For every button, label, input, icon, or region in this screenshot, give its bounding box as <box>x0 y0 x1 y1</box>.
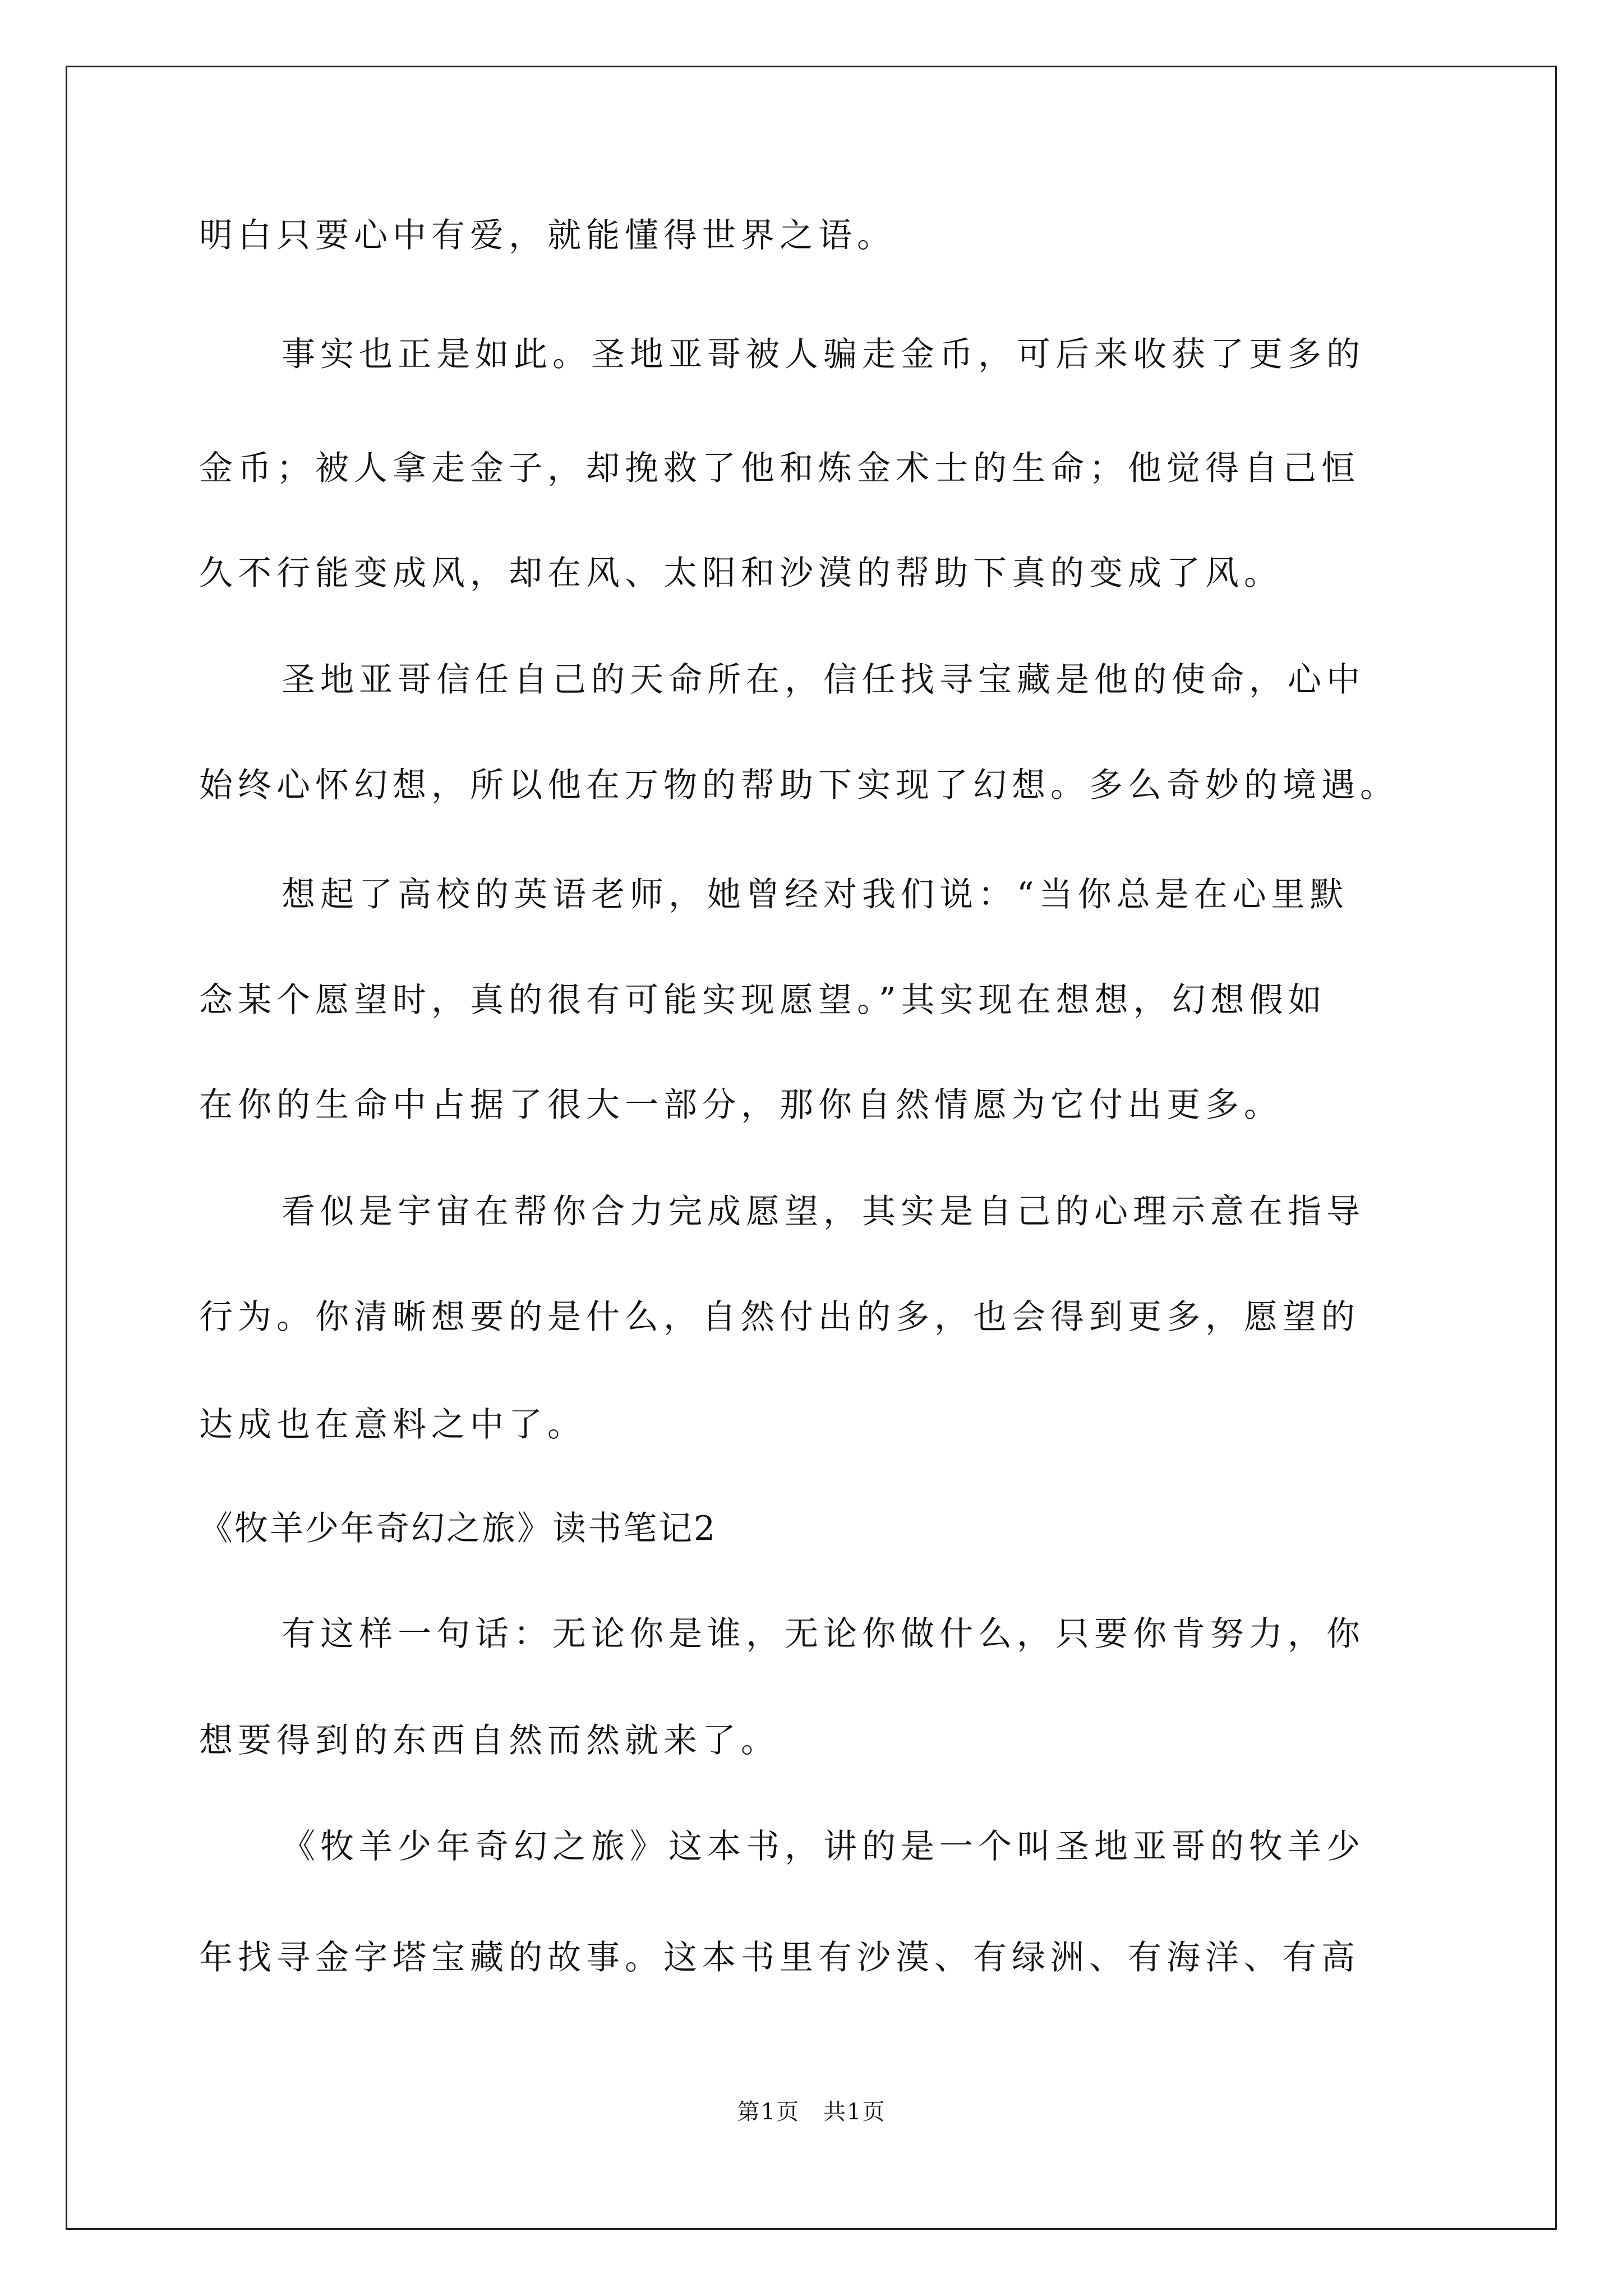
page-number-footer: 第1页 共1页 <box>737 2099 886 2125</box>
paragraph-2-line-1: 事实也正是如此。圣地亚哥被人骗走金币，可后来收获了更多的 <box>282 335 1365 374</box>
paragraph-3-line-1: 圣地亚哥信任自己的天命所在，信任找寻宝藏是他的使命，心中 <box>282 660 1365 700</box>
paragraph-5-line-1: 看似是宇宙在帮你合力完成愿望，其实是自己的心理示意在指导 <box>282 1192 1365 1231</box>
paragraph-4-line-1: 想起了高校的英语老师，她曾经对我们说：“当你总是在心里默 <box>282 875 1349 914</box>
paragraph-3-line-2: 始终心怀幻想，所以他在万物的帮助下实现了幻想。多么奇妙的境遇。 <box>199 766 1399 805</box>
paragraph-5-line-2: 行为。你清晰想要的是什么，自然付出的多，也会得到更多，愿望的 <box>199 1297 1360 1337</box>
paragraph-1-line-1: 明白只要心中有爱，就能懂得世界之语。 <box>199 216 896 255</box>
paragraph-7-line-1: 《牧羊少年奇幻之旅》这本书，讲的是一个叫圣地亚哥的牧羊少 <box>282 1827 1365 1866</box>
paragraph-6-line-1: 有这样一句话：无论你是谁，无论你做什么，只要你肯努力，你 <box>282 1614 1365 1654</box>
section-heading: 《牧羊少年奇幻之旅》读书笔记2 <box>199 1509 717 1548</box>
paragraph-2-line-2: 金币；被人拿走金子，却挽救了他和炼金术士的生命；他觉得自己恒 <box>199 449 1360 488</box>
paragraph-4-line-3: 在你的生命中占据了很大一部分，那你自然情愿为它付出更多。 <box>199 1085 1283 1125</box>
paragraph-6-line-2: 想要得到的东西自然而然就来了。 <box>199 1721 780 1760</box>
paragraph-2-line-3: 久不行能变成风，却在风、太阳和沙漠的帮助下真的变成了风。 <box>199 554 1283 593</box>
paragraph-7-line-2: 年找寻金字塔宝藏的故事。这本书里有沙漠、有绿洲、有海洋、有高 <box>199 1938 1360 1977</box>
page-border <box>66 66 1557 2230</box>
paragraph-5-line-3: 达成也在意料之中了。 <box>199 1405 586 1444</box>
paragraph-4-line-2: 念某个愿望时，真的很有可能实现愿望。”其实现在想想，幻想假如 <box>199 981 1327 1020</box>
